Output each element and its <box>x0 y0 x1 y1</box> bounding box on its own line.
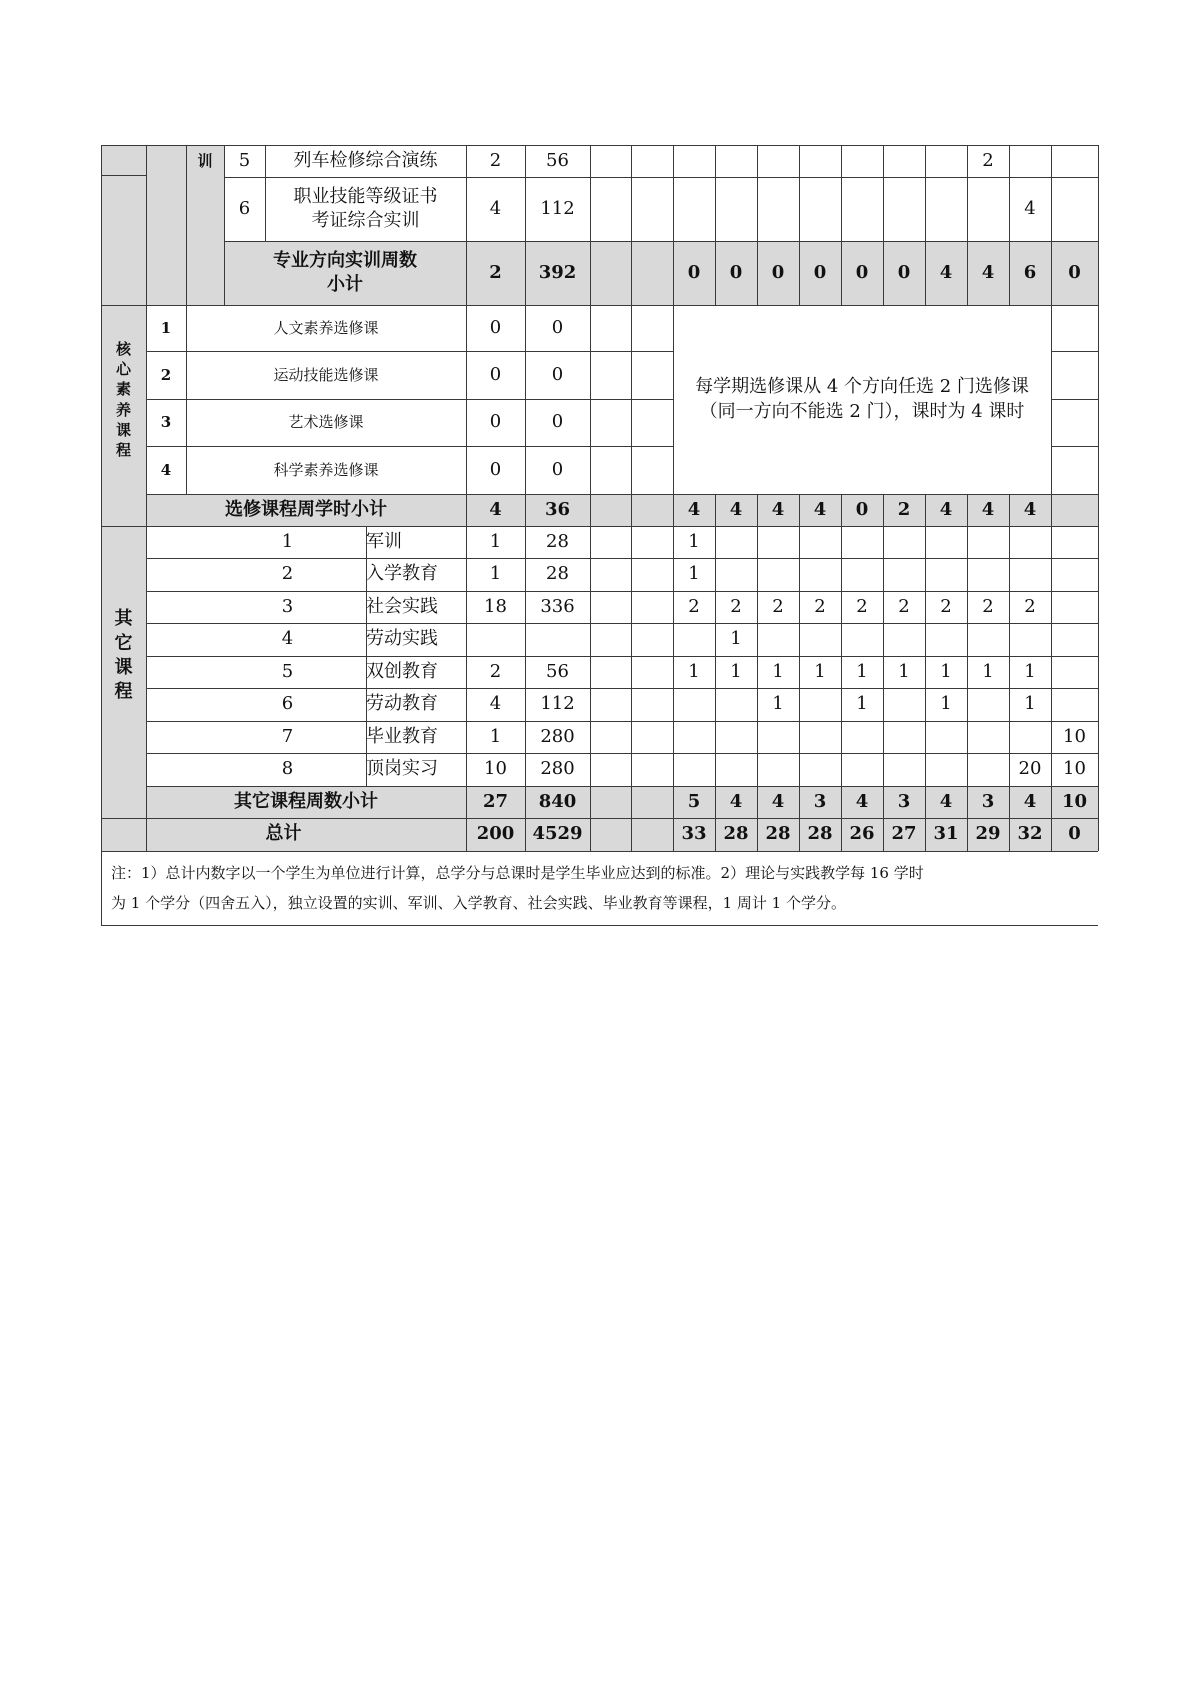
credit-cell: 10 <box>484 758 507 780</box>
week-cell: 5 <box>687 790 701 812</box>
week-cell: 0 <box>1068 823 1081 845</box>
shaded-region <box>101 145 186 305</box>
hours-cell: 0 <box>551 363 564 385</box>
week-cell <box>1051 623 1098 656</box>
week-cell: 1 <box>898 660 910 682</box>
credit-cell: 2 <box>489 261 502 283</box>
week-cell: 3 <box>813 790 827 812</box>
grid-line <box>101 145 102 925</box>
week-cell <box>1051 656 1098 688</box>
week-cell: 28 <box>807 823 833 845</box>
week-cell <box>967 688 1009 721</box>
week-cell <box>841 721 883 753</box>
week-cell <box>967 753 1009 786</box>
week-cell <box>715 526 757 558</box>
week-cell: 33 <box>681 823 707 845</box>
week-cell: 0 <box>897 261 911 283</box>
hours-cell <box>525 623 590 656</box>
grid-line <box>466 145 467 305</box>
grid-line <box>590 305 591 851</box>
grid-line <box>146 558 1098 559</box>
week-cell: 4 <box>981 261 995 283</box>
week-cell <box>841 623 883 656</box>
week-cell: 2 <box>940 595 952 617</box>
week-cell <box>799 177 841 241</box>
hours-cell: 0 <box>551 411 564 433</box>
week-cell <box>925 145 967 177</box>
grid-line <box>146 688 1098 689</box>
grid-line <box>715 145 716 305</box>
week-cell: 2 <box>730 595 742 617</box>
credit-cell: 0 <box>489 458 502 480</box>
week-cell: 10 <box>1063 725 1086 747</box>
week-cell <box>841 526 883 558</box>
week-cell: 1 <box>772 693 784 715</box>
week-cell: 20 <box>1018 758 1042 780</box>
grid-line <box>925 494 926 526</box>
week-cell: 3 <box>897 790 911 812</box>
week-cell: 4 <box>939 498 953 520</box>
course-name: 社会实践 <box>366 595 438 617</box>
grid-line <box>757 145 758 305</box>
grid-line <box>757 494 758 526</box>
course-name: 运动技能选修课 <box>273 365 379 384</box>
week-cell: 4 <box>729 498 743 520</box>
week-cell: 6 <box>1023 261 1037 283</box>
hours-cell: 280 <box>540 725 575 747</box>
grid-line <box>366 526 367 786</box>
week-cell: 1 <box>814 660 826 682</box>
week-cell <box>841 145 883 177</box>
course-name: 劳动实践 <box>366 628 438 650</box>
week-cell: 1 <box>940 693 952 715</box>
week-cell <box>799 688 841 721</box>
grid-line <box>146 305 147 851</box>
credit-cell: 18 <box>484 595 507 617</box>
grid-line <box>1051 351 1098 352</box>
grid-line <box>967 526 968 851</box>
hours-cell: 840 <box>538 790 577 812</box>
credit-cell: 0 <box>489 316 502 338</box>
week-cell: 1 <box>730 660 742 682</box>
grid-line <box>799 494 800 526</box>
grid-line <box>146 753 1098 754</box>
grid-line <box>146 494 1098 495</box>
grid-line <box>146 623 1098 624</box>
week-cell <box>925 177 967 241</box>
curriculum-table <box>101 145 1098 925</box>
week-cell <box>799 558 841 591</box>
week-cell <box>925 526 967 558</box>
grid-line <box>841 494 842 526</box>
week-cell <box>799 753 841 786</box>
week-cell <box>757 145 799 177</box>
week-cell: 1 <box>982 660 994 682</box>
hours-cell: 112 <box>540 693 575 715</box>
course-name: 人文素养选修课 <box>273 318 379 337</box>
subtotal-label: 选修课程周学时小计 <box>225 498 387 520</box>
week-cell: 26 <box>849 823 875 845</box>
grid-line <box>799 145 800 305</box>
week-cell: 27 <box>891 823 917 845</box>
grid-line <box>673 145 674 305</box>
row-number: 5 <box>238 149 251 171</box>
week-cell <box>757 753 799 786</box>
total-label: 总计 <box>265 823 302 845</box>
row-number: 3 <box>281 595 294 617</box>
week-cell: 3 <box>981 790 995 812</box>
footnote: 注：1）总计内数字以一个学生为单位进行计算，总学分与总课时是学生毕业应达到的标准。2）理论与实践教学每 16 学时 为 1 个学分（四舍五入），独立设置的实训、军训、入学教育、社会实践、毕业教育等课程，1 周计 1 个学分。 <box>111 864 924 912</box>
grid-line <box>967 145 968 305</box>
hours-cell: 56 <box>546 149 569 171</box>
grid-line <box>265 145 266 241</box>
week-cell <box>1009 721 1051 753</box>
grid-line <box>186 305 187 494</box>
week-cell <box>715 688 757 721</box>
row-number: 4 <box>281 628 294 650</box>
grid-line <box>146 591 1098 592</box>
week-cell: 4 <box>687 498 701 520</box>
hours-cell: 36 <box>544 498 571 520</box>
row-number: 5 <box>281 660 294 682</box>
week-cell: 0 <box>729 261 743 283</box>
grid-line <box>1009 494 1010 526</box>
grid-line <box>715 494 716 526</box>
hours-cell: 28 <box>546 530 569 552</box>
grid-line <box>1051 526 1052 851</box>
row-number: 6 <box>238 197 251 219</box>
week-cell <box>715 753 757 786</box>
hours-cell: 336 <box>540 595 575 617</box>
grid-line <box>101 925 1098 926</box>
credit-cell <box>466 623 525 656</box>
week-cell <box>967 526 1009 558</box>
week-cell <box>883 526 925 558</box>
week-cell <box>1009 558 1051 591</box>
course-name: 双创教育 <box>366 660 438 682</box>
week-cell: 1 <box>856 693 868 715</box>
grid-line <box>1051 305 1052 494</box>
week-cell: 1 <box>1024 693 1036 715</box>
week-cell: 32 <box>1017 823 1043 845</box>
week-cell: 4 <box>855 790 869 812</box>
credit-cell: 4 <box>489 693 502 715</box>
week-cell <box>673 753 715 786</box>
week-cell: 1 <box>688 660 700 682</box>
week-cell: 4 <box>729 790 743 812</box>
week-cell <box>757 623 799 656</box>
week-cell: 4 <box>1023 498 1037 520</box>
grid-line <box>967 494 968 526</box>
grid-line <box>841 526 842 851</box>
week-cell: 2 <box>856 595 868 617</box>
subtotal-label: 专业方向实训周数 小计 <box>273 249 417 295</box>
grid-line <box>146 351 673 352</box>
week-cell <box>967 623 1009 656</box>
week-cell <box>799 721 841 753</box>
grid-line <box>757 526 758 851</box>
grid-line <box>101 145 1098 146</box>
week-cell <box>1009 145 1051 177</box>
course-name: 毕业教育 <box>366 725 438 747</box>
week-cell <box>883 177 925 241</box>
week-cell <box>925 753 967 786</box>
grid-line <box>466 305 467 851</box>
section-label-training: 训 <box>197 151 213 170</box>
week-cell: 28 <box>765 823 791 845</box>
grid-line <box>525 305 526 851</box>
row-number: 1 <box>160 318 172 337</box>
grid-line <box>146 399 673 400</box>
grid-line <box>101 305 1098 306</box>
week-cell <box>883 753 925 786</box>
week-cell <box>1051 526 1098 558</box>
credit-cell: 0 <box>489 363 502 385</box>
week-cell <box>1051 591 1098 623</box>
grid-line <box>883 494 884 526</box>
week-cell <box>715 721 757 753</box>
week-cell: 4 <box>1023 790 1037 812</box>
week-cell <box>841 558 883 591</box>
week-cell <box>1051 688 1098 721</box>
grid-line <box>101 175 146 176</box>
grid-line <box>925 526 926 851</box>
grid-line <box>715 526 716 851</box>
hours-cell: 280 <box>540 758 575 780</box>
grid-line <box>841 145 842 305</box>
week-cell <box>673 688 715 721</box>
grid-line <box>146 145 147 305</box>
grid-line <box>101 851 1098 852</box>
grid-line <box>1051 145 1052 305</box>
week-cell <box>883 623 925 656</box>
hours-cell: 0 <box>551 458 564 480</box>
week-cell <box>673 177 715 241</box>
course-name: 职业技能等级证书 考证综合实训 <box>293 185 438 231</box>
week-cell: 2 <box>814 595 826 617</box>
week-cell: 1 <box>772 660 784 682</box>
week-cell: 0 <box>855 498 869 520</box>
week-cell <box>1051 145 1098 177</box>
week-cell <box>967 177 1009 241</box>
grid-line <box>146 446 673 447</box>
row-number: 2 <box>281 563 294 585</box>
course-name: 入学教育 <box>366 563 438 585</box>
grid-line <box>673 305 674 851</box>
week-cell: 1 <box>940 660 952 682</box>
credit-cell: 27 <box>482 790 509 812</box>
week-cell: 1 <box>730 628 742 650</box>
week-cell: 10 <box>1063 758 1086 780</box>
hours-cell: 28 <box>546 563 569 585</box>
credit-cell: 2 <box>489 149 502 171</box>
grid-line <box>1009 145 1010 305</box>
grid-line <box>146 721 1098 722</box>
credit-cell: 2 <box>489 660 502 682</box>
week-cell: 2 <box>898 595 910 617</box>
week-cell: 2 <box>688 595 700 617</box>
week-cell: 0 <box>771 261 785 283</box>
week-cell <box>1051 177 1098 241</box>
grid-line <box>224 145 225 305</box>
week-cell: 10 <box>1061 790 1088 812</box>
section-label-other: 其 它 课 程 <box>114 608 133 703</box>
grid-line <box>925 145 926 305</box>
week-cell: 2 <box>1024 595 1036 617</box>
course-name: 艺术选修课 <box>288 413 364 432</box>
course-name: 列车检修综合演练 <box>293 149 438 171</box>
credit-cell: 1 <box>489 530 502 552</box>
hours-cell: 4529 <box>532 823 583 845</box>
week-cell <box>883 688 925 721</box>
week-cell <box>673 721 715 753</box>
week-cell <box>1009 623 1051 656</box>
week-cell <box>841 177 883 241</box>
grid-line <box>1098 145 1099 851</box>
grid-line <box>590 145 591 305</box>
grid-line <box>799 526 800 851</box>
hours-cell: 0 <box>551 316 564 338</box>
week-cell: 29 <box>975 823 1001 845</box>
week-cell: 31 <box>933 823 959 845</box>
course-name: 劳动教育 <box>366 693 438 715</box>
credit-cell: 200 <box>476 823 515 845</box>
hours-cell: 112 <box>540 197 575 219</box>
week-cell <box>841 753 883 786</box>
course-name: 军训 <box>366 530 402 552</box>
week-cell <box>1009 526 1051 558</box>
week-cell <box>883 721 925 753</box>
grid-line <box>631 305 632 851</box>
week-cell: 4 <box>771 790 785 812</box>
week-cell <box>757 177 799 241</box>
week-cell <box>757 721 799 753</box>
week-cell <box>799 623 841 656</box>
week-cell: 28 <box>723 823 749 845</box>
week-cell: 1 <box>688 530 700 552</box>
grid-line <box>186 145 187 305</box>
row-number: 6 <box>281 693 294 715</box>
credit-cell: 1 <box>489 725 502 747</box>
week-cell <box>757 558 799 591</box>
week-cell: 1 <box>856 660 868 682</box>
week-cell: 2 <box>982 595 994 617</box>
week-cell: 0 <box>1068 261 1081 283</box>
week-cell <box>967 558 1009 591</box>
week-cell <box>883 145 925 177</box>
course-name: 顶岗实习 <box>366 758 438 780</box>
week-cell: 4 <box>771 498 785 520</box>
grid-line <box>883 526 884 851</box>
week-cell: 1 <box>688 563 700 585</box>
week-cell: 0 <box>855 261 869 283</box>
credit-cell: 4 <box>489 498 502 520</box>
hours-cell: 56 <box>546 660 569 682</box>
row-number: 1 <box>281 530 294 552</box>
week-cell: 0 <box>813 261 827 283</box>
week-cell <box>673 623 715 656</box>
grid-line <box>146 786 1098 787</box>
week-cell: 0 <box>687 261 701 283</box>
week-cell: 2 <box>982 149 994 171</box>
week-cell <box>925 623 967 656</box>
row-number: 7 <box>281 725 294 747</box>
week-cell <box>925 721 967 753</box>
week-cell <box>967 721 1009 753</box>
week-cell <box>715 145 757 177</box>
course-name: 科学素养选修课 <box>273 460 379 479</box>
week-cell <box>799 145 841 177</box>
row-number: 2 <box>160 365 172 384</box>
week-cell <box>799 526 841 558</box>
subtotal-label: 其它课程周数小计 <box>234 790 378 812</box>
week-cell <box>673 145 715 177</box>
week-cell: 4 <box>1024 197 1036 219</box>
grid-line <box>525 145 526 305</box>
elective-note: 每学期选修课从 4 个方向任选 2 门选修课 （同一方向不能选 2 门），课时为 4 课时 <box>695 376 1029 422</box>
week-cell <box>757 526 799 558</box>
row-number: 3 <box>160 413 172 432</box>
week-cell: 4 <box>939 790 953 812</box>
grid-line <box>1051 399 1098 400</box>
week-cell <box>715 177 757 241</box>
row-number: 4 <box>160 460 172 479</box>
week-cell <box>715 558 757 591</box>
row-number: 8 <box>281 758 294 780</box>
week-cell: 2 <box>772 595 784 617</box>
grid-line <box>1051 494 1052 526</box>
week-cell <box>883 558 925 591</box>
week-cell <box>1051 494 1098 526</box>
hours-cell: 392 <box>538 261 577 283</box>
credit-cell: 4 <box>489 197 502 219</box>
grid-line <box>1009 526 1010 851</box>
credit-cell: 1 <box>489 563 502 585</box>
grid-line <box>101 526 1098 527</box>
week-cell: 4 <box>981 498 995 520</box>
section-label-core: 核 心 素 养 课 程 <box>115 339 131 459</box>
grid-line <box>631 145 632 305</box>
week-cell: 4 <box>939 261 953 283</box>
credit-cell: 0 <box>489 411 502 433</box>
grid-line <box>1051 446 1098 447</box>
grid-line <box>101 818 1098 819</box>
week-cell <box>925 558 967 591</box>
grid-line <box>883 145 884 305</box>
week-cell: 1 <box>1024 660 1036 682</box>
week-cell: 2 <box>897 498 911 520</box>
grid-line <box>146 656 1098 657</box>
week-cell <box>1051 558 1098 591</box>
week-cell: 4 <box>813 498 827 520</box>
